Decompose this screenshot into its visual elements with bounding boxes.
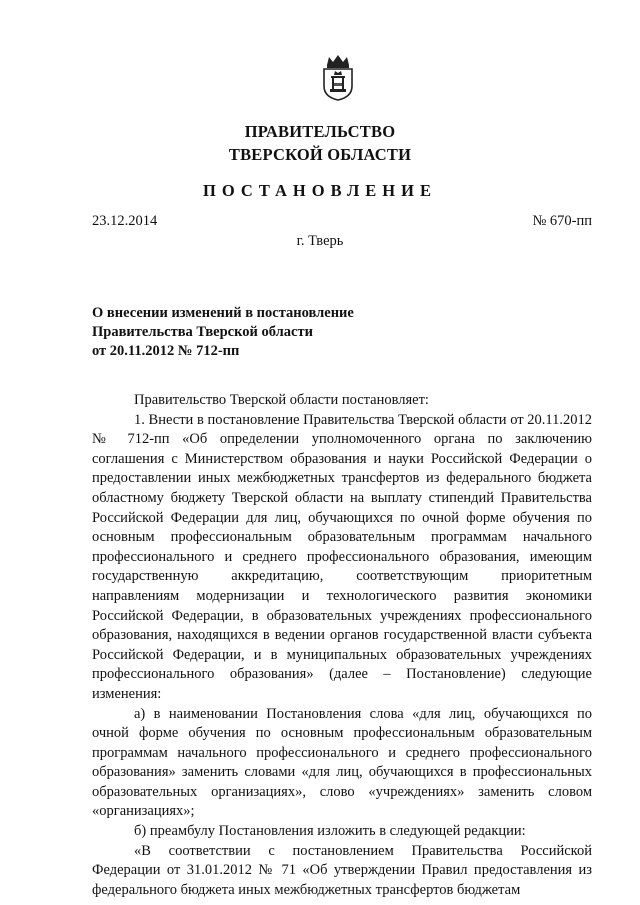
document-date: 23.12.2014	[92, 213, 158, 229]
org-name-line2: ТВЕРСКОЙ ОБЛАСТИ	[228, 145, 412, 164]
subject-line1: О внесении изменений в постановление	[92, 305, 354, 321]
body-paragraph-intro: Правительство Тверской области постановляет:	[134, 392, 429, 408]
document-city: г. Тверь	[296, 233, 344, 249]
body-paragraph-quote: «В соответствии с постановлением Правительства Российской Федерации от 31.01.2012 № 71 «Об утверждении Правил предоставления из федерального бюджета иных межбюджетных трансфертов бюджетам	[92, 842, 592, 898]
subject-line2: Правительства Тверской области	[92, 324, 313, 340]
body-paragraph-item-1: 1. Внести в постановление Правительства Тверской области от 20.11.2012 № 712-пп «Об определении уполномоченного органа по заключению соглашения с Министерством образования и науки Российской Федерации о предоставлении иных межбюджетных трансфертов из федерального бюджета областному бюджету Тверской области на выплату стипендий Правительства Российской Федерации для лиц, обучающихся по очной форме обучения по основным профессиональным образовательным программам начального профессионального и среднего профессионального образования, имеющим государственную аккредитацию, соответствующим приоритетным направлениям модернизации и технологического развития экономики Российской Федерации, в образовательных учреждениях профессионального образования, находящихся в ведении органов государственной власти субъекта Российской Федерации, и в муниципальных образовательных учреждениях профессионального образования» (далее – Постановление) следующие изменения:	[92, 411, 592, 702]
subject-line3: от 20.11.2012 № 712-пп	[92, 343, 240, 359]
coat-of-arms-icon	[318, 52, 358, 102]
body-paragraph-item-1b: б) преамбулу Постановления изложить в следующей редакции:	[134, 823, 526, 840]
document-type-title: ПОСТАНОВЛЕНИЕ	[203, 181, 437, 200]
org-name-line1: ПРАВИТЕЛЬСТВО	[244, 122, 396, 141]
document-subject	[92, 304, 432, 361]
body-paragraph-item-1a: а) в наименовании Постановления слова «для лиц, обучающихся по очной форме обучения по основным профессиональным образовательным программам начального профессионального и среднего профессионального образования» заменить словами «для лиц, обучающихся в профессиональных образовательных организациях», слово «учреждениях» заменить словом «организациях»;	[92, 705, 592, 820]
document-body	[92, 391, 592, 900]
document-number: № 670-пп	[532, 213, 592, 229]
